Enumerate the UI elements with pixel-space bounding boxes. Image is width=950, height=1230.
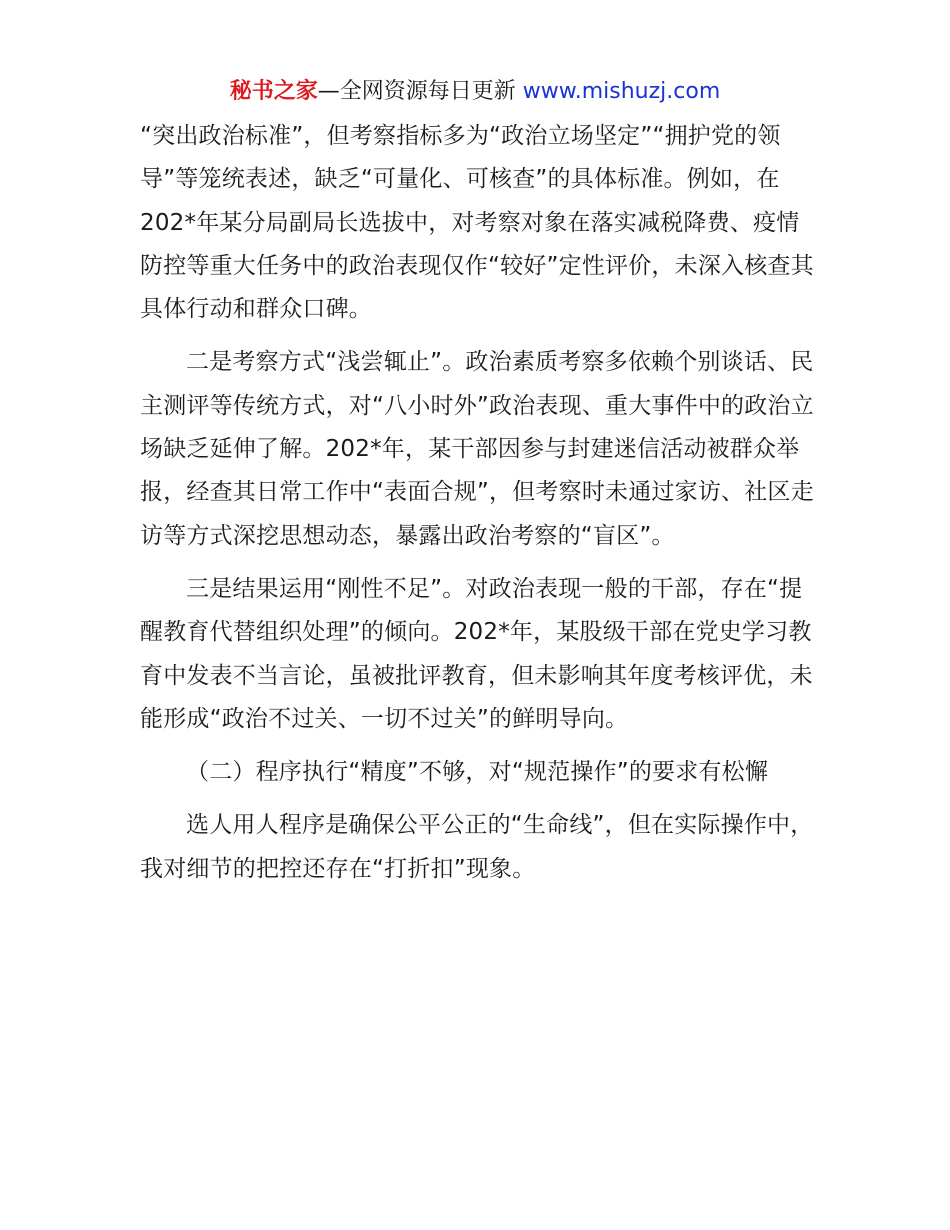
paragraph-continued: “突出政治标准”，但考察指标多为“政治立场坚定”“拥护党的领导”等笼统表述，缺乏“可量化、可核查”的具体标准。例如，在202*年某分局副局长选拔中，对考察对象在落实减税降费、疫情防控等重大任务中的政治表现仅作“较好”定性评价，未深入核查其具体行动和群众口碑。 <box>140 123 814 323</box>
paragraph-assessment-method: 二是考察方式“浅尝辄止”。政治素质考察多依赖个别谈话、民主测评等传统方式，对“八小时外”政治表现、重大事件中的政治立场缺乏延伸了解。202*年，某干部因参与封建迷信活动被群众举报，经查其日常工作中“表面合规”，但考察时未通过家访、社区走访等方式深挖思想动态，暴露出政治考察的“盲区”。 <box>140 349 814 549</box>
paragraph-result-application: 三是结果运用“刚性不足”。对政治表现一般的干部，存在“提醒教育代替组织处理”的倾向。202*年，某股级干部在党史学习教育中发表不当言论，虽被批评教育，但未影响其年度考核评优，未能形成“政治不过关、一切不过关”的鲜明导向。 <box>140 575 813 732</box>
paragraph-procedure-intro: 选人用人程序是确保公平公正的“生命线”，但在实际操作中，我对细节的把控还存在“打折扣”现象。 <box>140 812 814 882</box>
site-brand: 秘书之家 <box>229 79 318 104</box>
document-body <box>140 115 820 891</box>
site-tagline: —全网资源每日更新 <box>317 79 523 104</box>
site-header <box>0 76 950 108</box>
site-url[interactable]: www.mishuzj.com <box>522 79 721 104</box>
section-heading-procedure: （二）程序执行“精度”不够，对“规范操作”的要求有松懈 <box>186 759 769 786</box>
